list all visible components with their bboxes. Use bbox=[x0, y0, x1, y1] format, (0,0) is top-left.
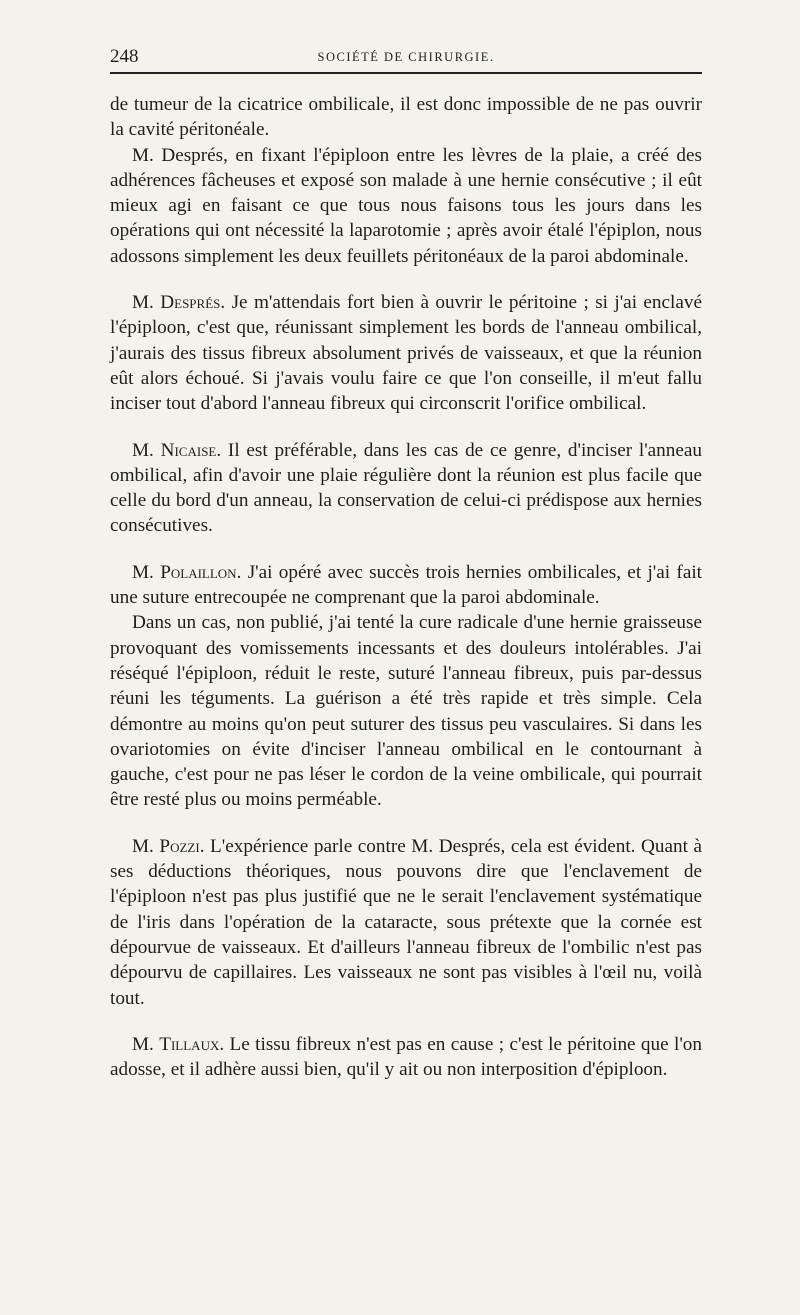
speaker-paragraph bbox=[110, 438, 702, 539]
speaker-paragraph bbox=[110, 290, 702, 416]
paragraph-text: Dans un cas, non publié, j'ai tenté la cure radicale d'une hernie graisseuse provoquant des vomissements incessants et des douleurs intolérables. J'ai réséqué l'épiploon, réduit le reste, suturé l'anneau fibreux, puis par-dessus réuni les téguments. La guérison a été très rapide et très simple. Cela démontre au moins qu'on peut suturer des tissus peu vasculaires. Si dans les ovariotomies on évite d'inciser l'anneau ombilical en le contournant à gauche, c'est pour ne pas léser le cordon de la veine ombilicale, qui pourrait être resté plus ou moins perméable. bbox=[110, 612, 702, 811]
speaker-name: Nicaise bbox=[160, 439, 217, 461]
speaker-paragraph bbox=[110, 834, 702, 1011]
speaker-prefix: M. bbox=[132, 1033, 160, 1055]
page-number: 248 bbox=[110, 46, 139, 67]
paragraph bbox=[110, 92, 702, 143]
speaker-name: Després bbox=[160, 292, 221, 314]
speaker-prefix: M. bbox=[132, 561, 161, 583]
speaker-paragraph bbox=[110, 560, 702, 611]
page-header bbox=[110, 46, 702, 74]
running-title: SOCIÉTÉ DE CHIRURGIE. bbox=[317, 50, 495, 64]
body-text bbox=[110, 92, 702, 1082]
paragraph-text: . J'ai opéré avec succès trois hernies ombilicales, et j'ai fait une suture entrecoupée ne comprenant que la paroi abdominale. bbox=[110, 561, 703, 609]
speaker-name: Pozzi bbox=[159, 835, 200, 857]
speaker-name: Polaillon bbox=[160, 561, 237, 583]
speaker-prefix: M. bbox=[132, 292, 161, 314]
paragraph-text: . Il est préférable, dans les cas de ce genre, d'inciser l'anneau ombilical, afin d'avoir une plaie régulière dont la réunion est plus facile que celle du bord d'un anneau, la conservation de celui-ci prédispose aux hernies consécutives. bbox=[110, 439, 702, 537]
paragraph bbox=[110, 610, 702, 812]
paragraph-text: . L'expérience parle contre M. Després, cela est évident. Quant à ses déductions théoriques, nous pouvons dire que l'enclavement de l'épiploon n'est pas plus justifié que ne le serait l'enclavement systématique de l'iris dans l'opération de la cataracte, sous prétexte que la cornée est dépourvue de vaisseaux. Et d'ailleurs l'anneau fibreux de l'ombilic n'est pas dépourvu de capillaires. Les vaisseaux ne sont pas visibles à l'œil nu, voilà tout. bbox=[110, 835, 702, 1009]
paragraph-text: M. Després, en fixant l'épiploon entre les lèvres de la plaie, a créé des adhérences fâcheuses et exposé son malade à une hernie consécutive ; il eût mieux agi en faisant ce que tous nous faisons tous les jours dans les opérations qui ont nécessité la laparotomie ; après avoir étalé l'épiplon, nous adossons simplement les deux feuillets péritonéaux de la paroi abdominale. bbox=[110, 144, 702, 267]
speaker-prefix: M. bbox=[132, 835, 160, 857]
paragraph-text: . Je m'attendais fort bien à ouvrir le péritoine ; si j'ai enclavé l'épiploon, c'est que, réunissant simplement les bords de l'anneau ombilical, j'aurais des tissus fibreux absolument privés de vaisseaux, et que la réunion eût alors échoué. Si j'avais voulu faire ce que l'on conseille, il m'eut fallu inciser tout d'abord l'anneau fibreux qui circonscrit l'orifice ombilical. bbox=[110, 292, 703, 415]
speaker-name: Tillaux bbox=[159, 1033, 220, 1055]
speaker-prefix: M. bbox=[132, 439, 161, 461]
paragraph bbox=[110, 143, 702, 269]
paragraph-text: de tumeur de la cicatrice ombilicale, il est donc impossible de ne pas ouvrir la cavité péritonéale. bbox=[110, 94, 702, 141]
speaker-paragraph bbox=[110, 1032, 702, 1083]
paragraph-text: . Le tissu fibreux n'est pas en cause ; c'est le péritoine que l'on adosse, et il adhère aussi bien, qu'il y ait ou non interposition d'épiploon. bbox=[110, 1033, 702, 1081]
